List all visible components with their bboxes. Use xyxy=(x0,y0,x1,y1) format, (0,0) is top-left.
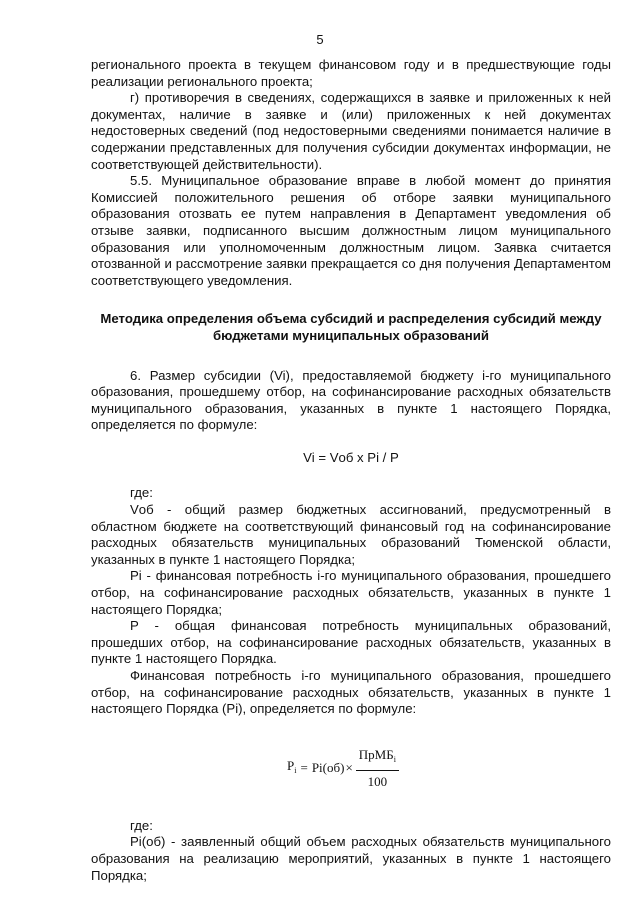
formula-lhs: $P_i$ xyxy=(287,757,297,775)
where-label-2: где: xyxy=(130,817,153,833)
definition-pi-ob: Pi(об) - заявленный общий объем расходных обязательств муниципального образования на реализацию мероприятий, указанных в пункте 1 настоящего Порядка; xyxy=(91,834,611,883)
definition-p: P - общая финансовая потребность муниципальных образований, прошедших отбор, на софинансирование расходных обязательств, указанных в пункте 1 настоящего Порядка. xyxy=(91,618,611,667)
formula-numerator: ПрМБ$_i$ xyxy=(356,747,399,772)
page-number: 5 xyxy=(316,32,324,47)
definition-vob: Vоб - общий размер бюджетных ассигнований, предусмотренный в областном бюджете на соответствующий финансовый год на софинансирование расходных обязательств муниципальных образований Тюменской области, указанных в пункте 1 настоящего Порядка; xyxy=(91,502,611,567)
formula-subsidy-size: Vi = Vоб x Pi / P xyxy=(303,449,399,465)
paragraph-5-5: 5.5. Муниципальное образование вправе в любой момент до принятия Комиссией положительного решения об отборе заявки муниципального образования отозвать ее путем направления в Департамент уведомления об отзыве заявки, подписанного высшим должностным лицом муниципального образования или уполномоченным должностным лицом. Заявка считается отозванной и рассмотрение заявки прекращается со дня получения Департаментом соответствующего уведомления. xyxy=(91,173,611,288)
document-body xyxy=(91,57,611,884)
paragraph-item-g: г) противоречия в сведениях, содержащихся в заявке и приложенных к ней документах, наличие в заявке и (или) приложенных к ней документах недостоверных сведений (под недостоверными сведениями понимается наличие в содержании представленных для получения субсидии документах информации, не соответствующей действительности). xyxy=(91,90,611,172)
formula-times: × xyxy=(345,760,353,776)
paragraph-financial-need: Финансовая потребность i-го муниципального образования, прошедшего отбор, на софинансирование расходных обязательств, указанных в пункте 1 настоящего Порядка (Pi), определяется по формуле: xyxy=(91,668,611,717)
formula-fraction xyxy=(356,747,399,791)
paragraph-6: 6. Размер субсидии (Vi), предоставляемой бюджету i-го муниципального образования, прошедшему отбор, на софинансирование расходных обязательств муниципального образования, указанных в пункте 1 настоящего Порядка, определяется по формуле: xyxy=(91,367,611,433)
definition-pi: Pi - финансовая потребность i-го муниципального образования, прошедшего отбор, на софинансирование расходных обязательств, указанных в пункте 1 настоящего Порядка; xyxy=(91,568,611,617)
formula-equals: = xyxy=(300,760,308,776)
formula-denominator: 100 xyxy=(367,774,388,790)
formula-term: Pi(об) xyxy=(311,760,345,776)
section-heading: Методика определения объема субсидий и распределения субсидий между бюджетами муниципальных образований xyxy=(100,311,602,343)
formula-financial-need xyxy=(91,746,611,792)
where-label: где: xyxy=(130,485,153,501)
paragraph-continuation: регионального проекта в текущем финансовом году и в предшествующие годы реализации регионального проекта; xyxy=(91,57,611,89)
